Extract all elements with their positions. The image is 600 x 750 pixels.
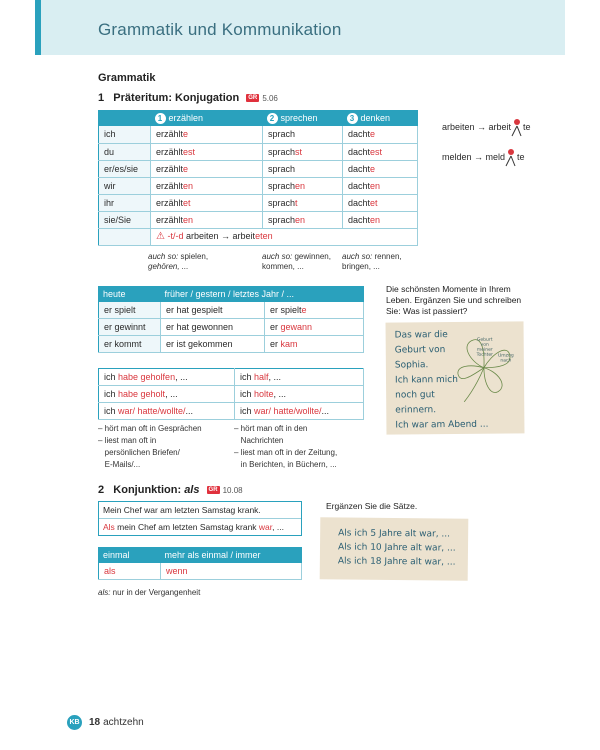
- table-row: ihr erzähltet spracht dachtet: [99, 194, 418, 211]
- table-row: ich habe geholt, ... ich holte, ...: [99, 386, 364, 403]
- table-row: ich war/ hatte/wollte/... ich war/ hatte/wollte/...: [99, 403, 364, 420]
- also-note-1: auch so: spielen, gehören, ...: [148, 252, 209, 271]
- grammar-ref-tag: GR: [248, 95, 258, 101]
- warning-triangle-icon: ⚠: [156, 231, 165, 242]
- table-row: du erzähltest sprachst dachtest: [99, 143, 418, 160]
- conjugation-table: [98, 110, 418, 246]
- tense-table: [98, 286, 364, 353]
- table-row: wir erzählten sprachen dachten: [99, 177, 418, 194]
- page-title: Grammatik und Kommunikation: [98, 20, 342, 39]
- clover-label-1: Geburt von meiner Tochter: [476, 337, 494, 358]
- handwritten-sentences: Als ich 5 Jahre alt war, ... Als ich 10 Jahre alt war, ... Als ich 18 Jahre alt war, ...: [320, 517, 469, 581]
- als-example-box: Mein Chef war am letzten Samstag krank. Als mein Chef am letzten Samstag krank war, ...: [98, 501, 302, 536]
- table-row: ich habe geholfen, ... ich half, ...: [99, 369, 364, 386]
- usage-notes-right: – hört man oft in den Nachrichten – liest man oft in der Zeitung, in Berichten, in Büchern, ...: [234, 424, 338, 469]
- grammar-ref-number: 10.08: [222, 486, 243, 495]
- page-number: 18 achtzehn: [89, 717, 144, 728]
- perfect-preterite-table: [98, 368, 364, 420]
- also-note-3: auch so: rennen, bringen, ...: [342, 252, 402, 271]
- clover-label-2: Umzug nach: [497, 353, 514, 364]
- section-1-title: [98, 92, 278, 104]
- kb-badge: KB: [67, 715, 82, 730]
- col-header-1: 1 erzählen: [151, 111, 263, 127]
- side-example-2: melden → meld te: [442, 152, 525, 162]
- grammar-ref-number: 5.06: [262, 94, 278, 103]
- table-row: ich erzählte sprach dachte: [99, 126, 418, 143]
- header-now: heute: [99, 287, 161, 302]
- table-row: er kommt er ist gekommen er kam: [99, 336, 364, 353]
- header-past: früher / gestern / letztes Jahr / ...: [161, 287, 364, 302]
- inserted-letter-marker-icon: [510, 114, 524, 138]
- grammar-ref-tag: GR: [208, 487, 218, 493]
- handwritten-note: Das war die Geburt von Sophia. Ich kann mich noch gut erinnern. Ich war am Abend ... Geburt von meiner Tochter Umzug nach: [386, 321, 525, 434]
- table-row: als wenn: [99, 563, 302, 580]
- complete-task-instruction: Ergänzen Sie die Sätze.: [326, 501, 418, 511]
- section-2-title: 2 Konjunktion: als GR 10.08: [98, 484, 243, 496]
- side-example-1: arbeiten → arbeit te: [442, 122, 531, 132]
- inserted-letter-marker-icon: [504, 144, 518, 168]
- table-row: er/es/sie erzählte sprach dachte: [99, 160, 418, 177]
- table-row: sie/Sie erzählten sprachen dachten: [99, 211, 418, 228]
- table-row: er spielt er hat gespielt er spielte: [99, 302, 364, 319]
- section-1-number: 1: [98, 92, 105, 104]
- als-wenn-table: einmal mehr als einmal / immer als wenn: [98, 547, 302, 580]
- usage-notes-left: – hört man oft in Gesprächen – liest man oft in persönlichen Briefen/ E-Mails/...: [98, 424, 202, 469]
- col-header-2: 2 sprechen: [263, 111, 343, 127]
- warning-row: ⚠ -t/-d arbeiten → arbeiteten: [99, 228, 418, 245]
- section-2-number: 2: [98, 484, 105, 496]
- als-note: als: nur in der Vergangenheit: [98, 588, 201, 597]
- col-header-3: 3 denken: [343, 111, 418, 127]
- also-note-2: auch so: gewinnen, kommen, ...: [262, 252, 331, 271]
- page-header: [35, 0, 565, 55]
- task-instruction: Die schönsten Momente in Ihrem Leben. Ergänzen Sie und schreiben Sie: Was ist passiert?: [386, 284, 522, 316]
- section-1-label: Präteritum: Konjugation: [113, 92, 240, 104]
- table-row: er gewinnt er hat gewonnen er gewann: [99, 319, 364, 336]
- grammar-heading: Grammatik: [98, 72, 156, 84]
